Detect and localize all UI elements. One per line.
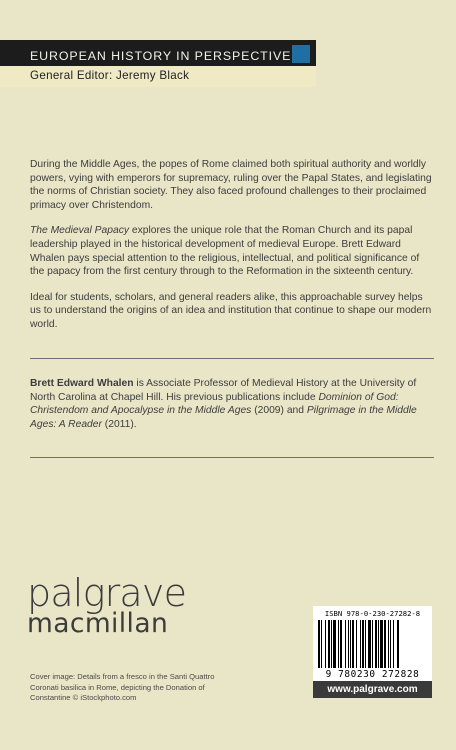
divider-bottom (30, 457, 434, 458)
divider-top (30, 358, 434, 359)
barcode-icon (315, 620, 430, 669)
blurb-paragraph-3: Ideal for students, scholars, and general readers alike, this approachable survey helps us to understand the origins of an idea and institution that continue to shape our modern world. (30, 291, 432, 330)
author-book-2: Pilgrimage in the Middle Ages: A Reader (30, 405, 417, 430)
book-blurb (30, 158, 434, 344)
series-title: EUROPEAN HISTORY IN PERSPECTIVE (30, 49, 292, 63)
blurb-paragraph-2 (30, 224, 434, 278)
series-accent-square (292, 45, 310, 63)
author-bio (30, 377, 434, 431)
series-editor: General Editor: Jeremy Black (30, 69, 190, 82)
logo-palgrave: palgrave (27, 571, 187, 615)
barcode-box (313, 606, 432, 681)
series-banner (0, 40, 316, 87)
author-bio-text-1: is Associate Professor of Medieval History at the University of North Carolina at Chapel Hill. His previous publications include (30, 378, 417, 403)
blurb-paragraph-2-text: explores the unique role that the Roman Church and its papal leadership played in the historical development of medieval Europe. Brett Edward Whalen pays special attention to the religious, intellectual, and political significance of the papacy from the first century through to the Reformation in the sixteenth century. (30, 225, 420, 278)
publisher-logo (27, 571, 187, 639)
book-title-italic: The Medieval Papacy (30, 225, 130, 237)
author-bio-text-3: (2011). (101, 418, 137, 430)
publisher-website: www.palgrave.com (313, 681, 432, 698)
isbn-label: ISBN 978-0-230-27282-8 (324, 609, 421, 618)
author-name: Brett Edward Whalen (30, 378, 134, 389)
barcode-digits: 9 780230 272828 (325, 669, 420, 680)
author-book-1: Dominion of God: Christendom and Apocalypse in the Middle Ages (30, 391, 399, 417)
series-editor-strip (0, 66, 316, 87)
author-bio-text-2: (2009) and (251, 405, 307, 417)
cover-image-credit: Cover image: Details from a fresco in the Santi Quattro Coronati basilica in Rome, depicting the Donation of Constantine © iStockphoto.com (30, 672, 215, 702)
logo-macmillan: macmillan (27, 608, 169, 639)
blurb-paragraph-1: During the Middle Ages, the popes of Rome claimed both spiritual authority and worldly powers, vying with emperors for supremacy, ruling over the Papal States, and legislating the norms of Christian society. They also faced profound challenges to their proclaimed primacy over Christendom. (30, 159, 432, 211)
